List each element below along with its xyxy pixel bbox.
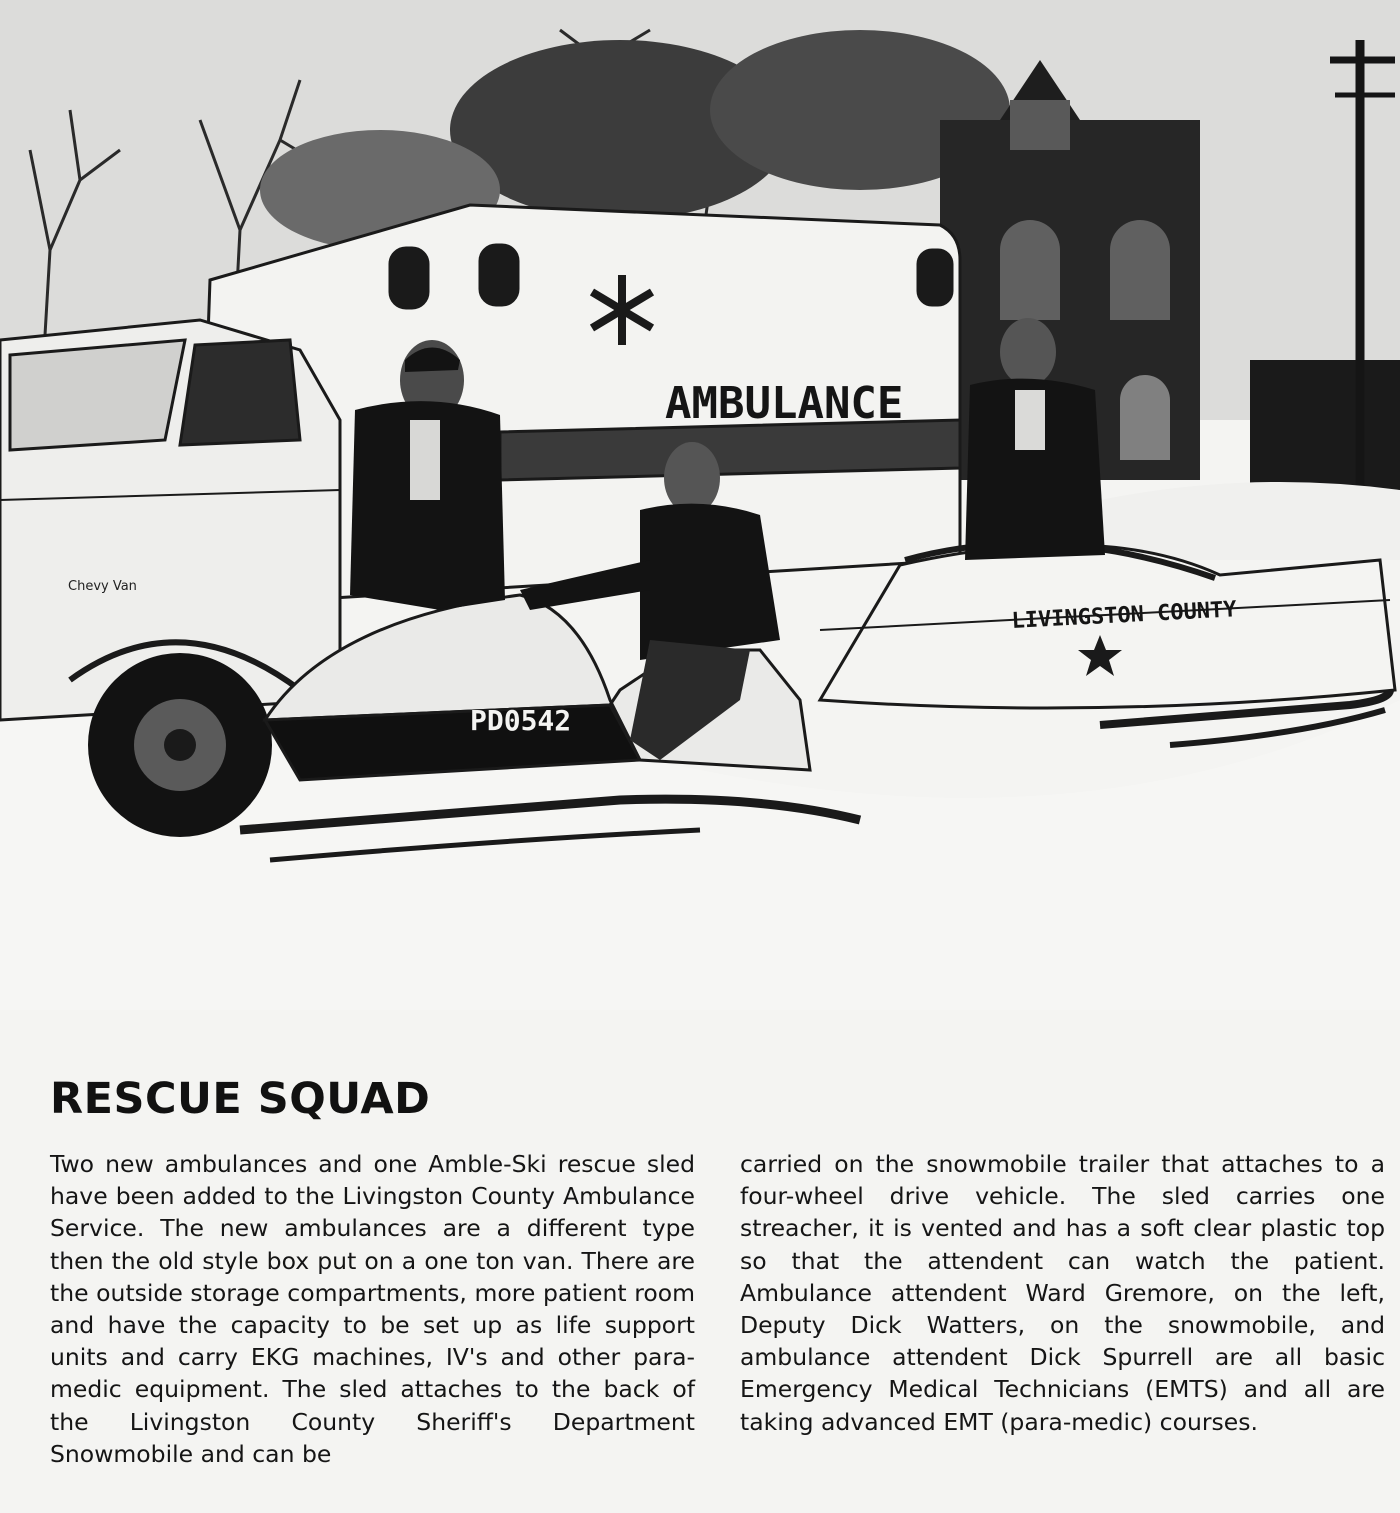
article-column-right: carried on the snowmobile trailer that attaches to a four-wheel drive vehicle. The sled carries one streacher, it is vented and has a soft clear plastic top so that the attendent can watch the patient. Ambulance attendent Ward Gremore, on the left, Deputy Dick Watters, on the snowmobile, and ambulance attendent Dick Spurrell are all basic Emergency Medical Technicians (EMTS) and all are taking advanced EMT (para-medic) courses.	[740, 1150, 1385, 1436]
article-column-left: Two new ambulances and one Amble-Ski rescue sled have been added to the Livingston County Ambulance Service. The new ambulances are a different type then the old style box put on a one ton van. There are the outside storage compartments, more patient room and have the capacity to be set up as life support units and carry EKG machines, IV's and other para-medic equipment. The sled attaches to the back of the Livingston County Sheriff's Department Snowmobile and can be	[50, 1150, 695, 1468]
county-sign-text: LIVINGSTON COUNTY	[1011, 597, 1238, 634]
chevy-badge-text: Chevy Van	[68, 579, 137, 594]
plate-text: PD0542	[470, 704, 572, 737]
headline: RESCUE SQUAD	[50, 1074, 431, 1124]
ambulance-sign-text: AMBULANCE	[665, 378, 904, 429]
